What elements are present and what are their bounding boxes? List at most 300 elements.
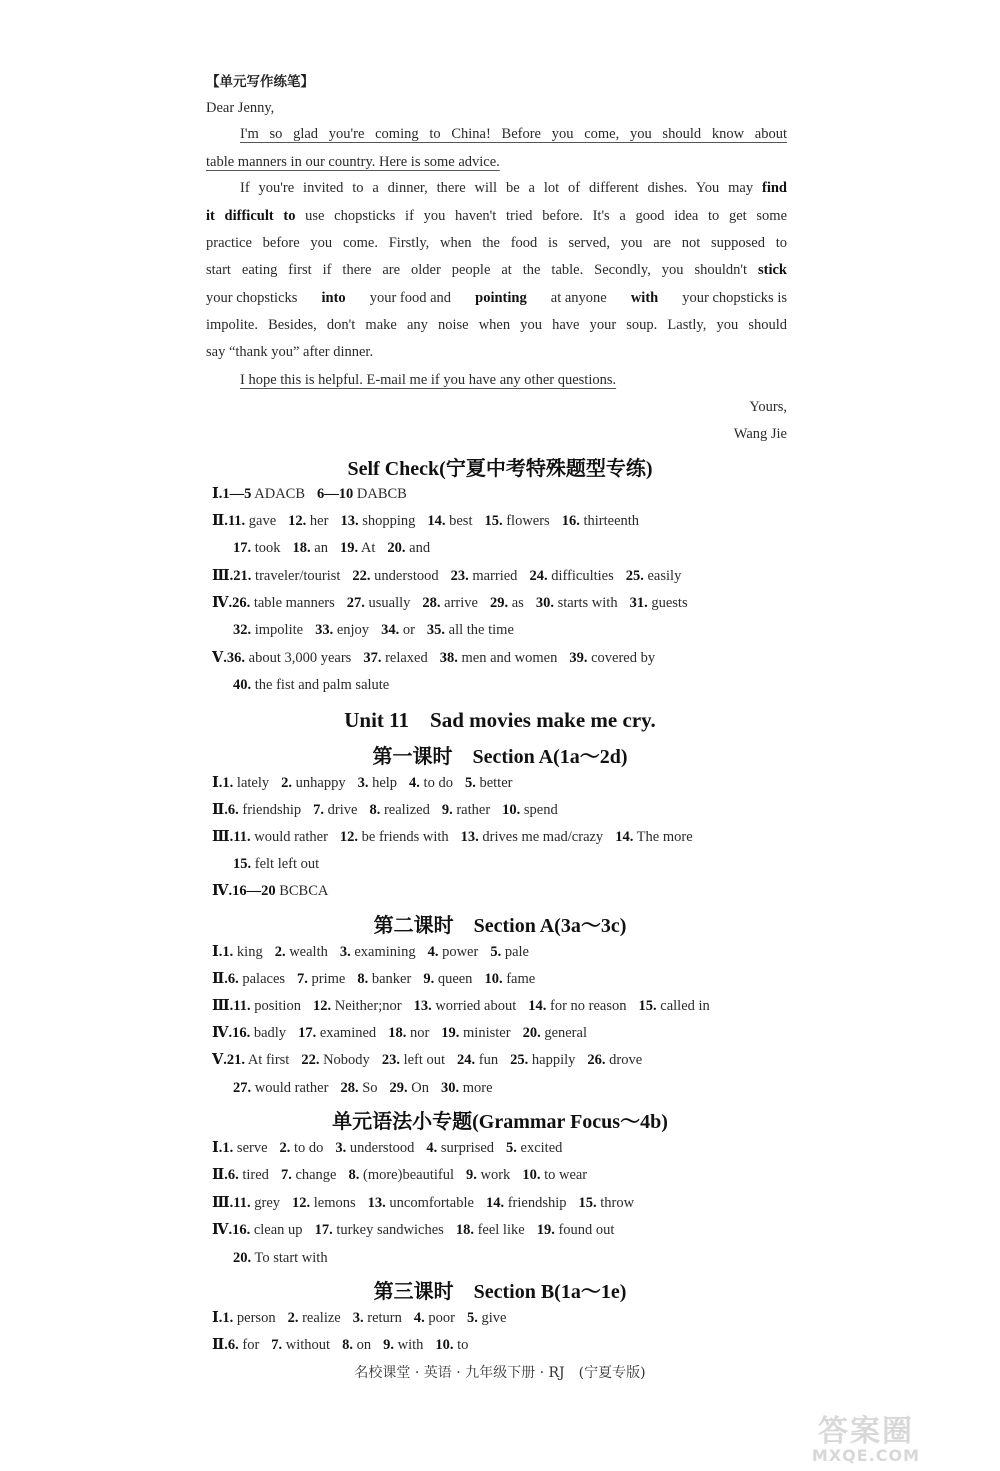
answer-text: arrive	[440, 595, 478, 611]
answer-number: Ⅱ.6.	[212, 1337, 239, 1353]
answer-item	[484, 513, 549, 529]
answer-item	[315, 622, 369, 638]
answer-number: 23.	[450, 568, 469, 584]
answer-text: lemons	[310, 1195, 356, 1211]
text-run: your chopsticks is	[678, 290, 787, 306]
answer-item	[293, 540, 328, 556]
answer-number: Ⅳ.26.	[212, 595, 251, 611]
answer-item	[466, 1167, 510, 1183]
self-check-title: Self Check(宁夏中考特殊题型专练)	[347, 458, 653, 480]
answer-item	[342, 1337, 371, 1353]
answer-text: badly	[250, 1025, 287, 1041]
answer-text: realize	[298, 1310, 341, 1326]
answer-text: easily	[643, 568, 682, 584]
answer-item	[212, 1195, 280, 1211]
answer-number: 10.	[522, 1167, 541, 1183]
answer-item	[442, 802, 490, 818]
answer-item	[297, 971, 345, 987]
answer-number: 7.	[313, 802, 325, 818]
answer-number: 32.	[233, 622, 252, 638]
answer-item	[340, 513, 415, 529]
answer-item	[510, 1052, 575, 1068]
answer-text: clean up	[250, 1222, 303, 1238]
answer-line	[212, 1165, 599, 1185]
answer-item	[529, 568, 613, 584]
answer-text: impolite	[251, 622, 304, 638]
answer-text: pale	[501, 944, 529, 960]
answer-item	[212, 650, 351, 666]
answer-number: 14.	[528, 998, 547, 1014]
answer-text: enjoy	[333, 622, 370, 638]
answer-text: excited	[516, 1140, 563, 1156]
letter-paragraph-2-line-1	[240, 178, 787, 198]
answer-text: would rather	[250, 829, 328, 845]
answer-text: ADACB	[251, 486, 306, 502]
answer-number: 4.	[427, 944, 439, 960]
answer-number: 25.	[625, 568, 644, 584]
answer-text: To start with	[251, 1250, 328, 1266]
answer-number: 7.	[271, 1337, 283, 1353]
answer-item	[233, 540, 281, 556]
answer-text: better	[475, 775, 513, 791]
answer-text: throw	[596, 1195, 635, 1211]
key-phrase: with	[630, 290, 659, 306]
watermark-text: 答案圈	[818, 1414, 914, 1449]
answer-line	[212, 969, 547, 989]
answer-item	[569, 650, 655, 666]
answer-text: usually	[364, 595, 411, 611]
answer-line	[212, 881, 340, 901]
answer-item	[390, 1080, 429, 1096]
answer-number: 5.	[506, 1140, 517, 1156]
answer-text: starts with	[553, 595, 618, 611]
answer-item	[382, 1052, 445, 1068]
letter-paragraph-2-line-6: impolite. Besides, don't make any noise when you have your soup. Lastly, you should	[206, 317, 787, 333]
answer-item	[630, 595, 688, 611]
answer-number: 12.	[339, 829, 359, 845]
answer-number: 27.	[346, 595, 365, 611]
answer-item	[626, 568, 682, 584]
answer-text: realized	[380, 802, 430, 818]
answer-number: 9.	[441, 802, 453, 818]
answer-number: 6—10	[317, 486, 354, 502]
answer-item	[502, 802, 558, 818]
answer-item	[615, 829, 692, 845]
answer-number: 17.	[233, 540, 252, 556]
answer-line	[233, 620, 526, 640]
answer-text: BCBCA	[275, 883, 329, 899]
answer-text: with	[393, 1337, 424, 1353]
answer-item	[233, 677, 389, 693]
answer-item	[340, 540, 375, 556]
answer-number: 28.	[422, 595, 441, 611]
answer-item	[212, 513, 276, 529]
answer-text: drive	[324, 802, 358, 818]
answer-text: table manners	[250, 595, 335, 611]
answer-line	[212, 593, 700, 613]
answer-item	[383, 1337, 423, 1353]
answer-text: gave	[245, 513, 277, 529]
text-run: at anyone	[547, 290, 611, 306]
answer-item	[579, 1195, 635, 1211]
answer-line	[212, 942, 541, 962]
letter-paragraph-2-line-7: say “thank you” after dinner.	[206, 344, 374, 360]
answer-text: an	[310, 540, 328, 556]
answer-item	[233, 1250, 328, 1266]
answer-item	[639, 998, 710, 1014]
answer-text: friendship	[504, 1195, 567, 1211]
answer-number: Ⅰ.1.	[212, 1140, 234, 1156]
answer-number: 34.	[381, 622, 400, 638]
letter-paragraph-3: I hope this is helpful. E-mail me if you have any other questions.	[240, 372, 617, 388]
answer-number: 15.	[638, 998, 657, 1014]
answer-text: feel like	[473, 1222, 525, 1238]
answer-number: 14.	[427, 513, 446, 529]
answer-text: poor	[424, 1310, 455, 1326]
writing-section-tag: 【单元写作练笔】	[206, 74, 314, 90]
answer-item	[288, 513, 328, 529]
answer-line	[212, 996, 722, 1016]
text-run: your chopsticks	[206, 290, 302, 306]
answer-line	[233, 1248, 340, 1268]
answer-item	[427, 622, 514, 638]
answer-text: traveler/tourist	[251, 568, 341, 584]
answer-line	[233, 675, 401, 695]
answer-text: Neither;nor	[331, 998, 402, 1014]
answer-text: change	[291, 1167, 337, 1183]
answer-item	[212, 775, 269, 791]
answer-item	[368, 1195, 474, 1211]
answer-number: 40.	[233, 677, 252, 693]
answer-line	[212, 827, 705, 847]
answer-number: 35.	[426, 622, 446, 638]
answer-text: would rather	[251, 1080, 329, 1096]
answer-text: uncomfortable	[385, 1195, 474, 1211]
answer-item	[486, 1195, 567, 1211]
answer-item	[441, 1080, 493, 1096]
answer-item	[298, 1025, 376, 1041]
answer-item	[313, 802, 357, 818]
answer-text: understood	[370, 568, 439, 584]
answer-text: fun	[475, 1052, 499, 1068]
answer-item	[467, 1310, 506, 1326]
text-run: your food and	[366, 290, 455, 306]
answer-item	[212, 829, 328, 845]
answer-text: At	[358, 540, 376, 556]
answer-item	[280, 1140, 324, 1156]
answer-text: So	[358, 1080, 378, 1096]
answer-number: Ⅳ.16—20	[212, 883, 276, 899]
answer-text: men and women	[457, 650, 558, 666]
answer-text: examined	[316, 1025, 377, 1041]
answer-number: 29.	[489, 595, 509, 611]
answer-text: drove	[605, 1052, 643, 1068]
answer-number: 2.	[281, 775, 293, 791]
answer-number: 22.	[301, 1052, 320, 1068]
answer-item	[212, 1222, 303, 1238]
key-phrase: pointing	[475, 290, 527, 306]
answer-text: took	[251, 540, 281, 556]
answer-line	[212, 484, 419, 504]
answer-number: 4.	[426, 1140, 438, 1156]
answer-text: as	[508, 595, 524, 611]
answer-item	[212, 971, 285, 987]
answer-item	[212, 1140, 268, 1156]
answer-text: prime	[307, 971, 346, 987]
answer-text: or	[399, 622, 415, 638]
answer-line	[212, 1220, 626, 1240]
answer-item	[456, 1222, 525, 1238]
answer-item	[435, 1337, 468, 1353]
answer-item	[212, 1052, 289, 1068]
answer-text: for	[238, 1337, 260, 1353]
answer-number: Ⅱ.11.	[212, 513, 246, 529]
letter-greeting: Dear Jenny,	[206, 100, 275, 116]
answer-text: person	[233, 1310, 276, 1326]
answer-item	[381, 622, 415, 638]
answer-text: king	[233, 944, 263, 960]
answer-text: called in	[656, 998, 710, 1014]
answer-number: 10.	[435, 1337, 454, 1353]
answer-text: the fist and palm salute	[251, 677, 390, 693]
answer-text: happily	[528, 1052, 576, 1068]
lesson-2-title: 第二课时 Section A(3a～3c)	[373, 915, 627, 937]
answer-line	[212, 1050, 654, 1070]
letter-closing: Yours,	[749, 399, 787, 415]
answer-text: grey	[250, 1195, 280, 1211]
answer-text: to	[453, 1337, 469, 1353]
answer-number: Ⅱ.6.	[212, 971, 239, 987]
answer-number: 9.	[383, 1337, 394, 1353]
answer-number: 23.	[381, 1052, 400, 1068]
answer-item	[335, 1140, 414, 1156]
answer-text: At first	[245, 1052, 290, 1068]
answer-number: Ⅱ.6.	[212, 1167, 239, 1183]
answer-number: 19.	[536, 1222, 555, 1238]
answer-item	[422, 595, 478, 611]
answer-number: 5.	[466, 1310, 478, 1326]
page-footer: 名校课堂 · 英语 · 九年级下册 · RJ (宁夏专版)	[354, 1365, 646, 1381]
key-phrase: it difficult to	[206, 208, 296, 224]
answer-text: relaxed	[381, 650, 428, 666]
answer-number: 37.	[363, 650, 382, 666]
answer-text: be friends with	[358, 829, 449, 845]
answer-item	[506, 1140, 562, 1156]
answer-text: wealth	[285, 944, 328, 960]
answer-item	[461, 829, 604, 845]
answer-number: 14.	[615, 829, 634, 845]
answer-number: 20.	[233, 1250, 252, 1266]
answer-number: 30.	[441, 1080, 460, 1096]
answer-number: 20.	[522, 1025, 541, 1041]
answer-number: 16.	[561, 513, 580, 529]
answer-number: 30.	[535, 595, 554, 611]
answer-number: 12.	[312, 998, 332, 1014]
answer-item	[427, 513, 472, 529]
answer-number: 22.	[352, 568, 371, 584]
answer-number: 10.	[502, 802, 521, 818]
answer-item	[233, 856, 319, 872]
answer-number: Ⅴ.36.	[212, 650, 246, 666]
answer-text: general	[540, 1025, 587, 1041]
answer-number: 24.	[457, 1052, 476, 1068]
answer-number: 33.	[315, 622, 334, 638]
answer-item	[212, 1310, 276, 1326]
answer-item	[212, 1167, 269, 1183]
answer-item	[275, 944, 328, 960]
answer-line	[212, 1023, 599, 1043]
answer-text: all the time	[445, 622, 514, 638]
answer-item	[537, 1222, 615, 1238]
answer-number: 7.	[297, 971, 308, 987]
answer-text: serve	[233, 1140, 268, 1156]
answer-number: 29.	[389, 1080, 408, 1096]
answer-number: Ⅰ.1.	[212, 775, 234, 791]
answer-number: Ⅳ.16.	[212, 1025, 251, 1041]
answer-item	[369, 802, 429, 818]
answer-number: 28.	[340, 1080, 359, 1096]
answer-text: guests	[647, 595, 688, 611]
answer-number: 20.	[387, 540, 406, 556]
answer-number: 9.	[466, 1167, 477, 1183]
answer-item	[212, 568, 340, 584]
answer-item	[212, 998, 301, 1014]
answer-item	[315, 1222, 444, 1238]
answer-text: On	[407, 1080, 429, 1096]
answer-item	[212, 595, 335, 611]
answer-text: nor	[406, 1025, 430, 1041]
answer-text: friendship	[238, 802, 302, 818]
answer-item	[301, 1052, 369, 1068]
answer-number: 13.	[367, 1195, 386, 1211]
answer-item	[414, 998, 517, 1014]
answer-number: 18.	[455, 1222, 474, 1238]
answer-text: unhappy	[292, 775, 346, 791]
answer-text: turkey sandwiches	[332, 1222, 444, 1238]
answer-item	[484, 971, 535, 987]
answer-item	[587, 1052, 642, 1068]
key-phrase: find	[762, 180, 787, 196]
lesson-1-title: 第一课时 Section A(1a～2d)	[372, 746, 628, 768]
answer-number: 25.	[510, 1052, 529, 1068]
answer-number: 7.	[280, 1167, 292, 1183]
answer-item	[423, 971, 472, 987]
letter-paragraph-2-line-3: practice before you come. Firstly, when the food is served, you are not supposed to	[206, 235, 787, 251]
answer-item	[212, 802, 301, 818]
answer-number: 8.	[369, 802, 381, 818]
answer-number: 31.	[629, 595, 648, 611]
answer-number: 5.	[464, 775, 476, 791]
answer-line	[233, 538, 442, 558]
answer-text: power	[438, 944, 479, 960]
answer-number: 12.	[288, 513, 307, 529]
answer-item	[353, 1310, 402, 1326]
answer-item	[536, 595, 618, 611]
answer-number: 15.	[233, 856, 252, 872]
answer-text: covered by	[587, 650, 656, 666]
answer-number: Ⅰ.1—5	[212, 486, 252, 502]
answer-item	[212, 486, 305, 502]
answer-text: (more)beautiful	[359, 1167, 454, 1183]
answer-text: return	[363, 1310, 402, 1326]
answer-number: 2.	[287, 1310, 299, 1326]
answer-item	[465, 775, 513, 791]
answer-number: 17.	[314, 1222, 333, 1238]
text-run: If you're invited to a dinner, there will be a lot of different dishes. You may	[240, 180, 762, 196]
answer-item	[281, 775, 345, 791]
answer-number: 24.	[529, 568, 548, 584]
answer-number: 8.	[342, 1337, 353, 1353]
answer-number: 17.	[298, 1025, 317, 1041]
answer-text: rather	[452, 802, 491, 818]
answer-text: for no reason	[546, 998, 627, 1014]
answer-text: work	[476, 1167, 511, 1183]
answer-text: shopping	[358, 513, 416, 529]
answer-item	[233, 1080, 328, 1096]
answer-number: 27.	[233, 1080, 252, 1096]
answer-item	[358, 775, 397, 791]
answer-text: best	[445, 513, 473, 529]
answer-number: 5.	[490, 944, 502, 960]
answer-item	[233, 622, 303, 638]
answer-number: Ⅲ.11.	[212, 829, 251, 845]
answer-number: 19.	[339, 540, 359, 556]
answer-item	[562, 513, 639, 529]
answer-number: 4.	[413, 1310, 425, 1326]
answer-number: 3.	[357, 775, 369, 791]
answer-text: about 3,000 years	[245, 650, 352, 666]
answer-item	[523, 1025, 587, 1041]
answer-item	[457, 1052, 498, 1068]
answer-text: to do	[290, 1140, 324, 1156]
answer-number: 38.	[439, 650, 458, 666]
answer-text: give	[477, 1310, 507, 1326]
answer-item	[281, 1167, 337, 1183]
answer-number: Ⅳ.16.	[212, 1222, 251, 1238]
grammar-focus-title: 单元语法小专题(Grammar Focus～4b)	[332, 1111, 668, 1133]
answer-number: 15.	[578, 1195, 597, 1211]
answer-item	[352, 568, 438, 584]
answer-number: 13.	[460, 829, 479, 845]
answer-number: 3.	[339, 944, 351, 960]
text-run: start eating first if there are older people at the table. Secondly, you shouldn't	[206, 262, 758, 278]
answer-item	[292, 1195, 356, 1211]
answer-text: The more	[633, 829, 693, 845]
answer-line	[212, 1138, 574, 1158]
answer-number: Ⅴ.21.	[212, 1052, 246, 1068]
answer-line	[233, 1078, 505, 1098]
lesson-3-title: 第三课时 Section B(1a～1e)	[373, 1281, 627, 1303]
answer-number: 2.	[274, 944, 286, 960]
answer-line	[212, 511, 651, 531]
answer-item	[212, 1025, 286, 1041]
answer-line	[233, 854, 331, 874]
answer-number: 3.	[335, 1140, 347, 1156]
answer-item	[451, 568, 518, 584]
answer-number: 3.	[352, 1310, 364, 1326]
answer-text: on	[352, 1337, 372, 1353]
answer-item	[340, 1080, 377, 1096]
answer-number: 12.	[292, 1195, 311, 1211]
answer-text: position	[250, 998, 301, 1014]
answer-text: felt left out	[251, 856, 320, 872]
letter-paragraph-1-line-1: I'm so glad you're coming to China! Before you come, you should know about	[240, 126, 787, 142]
answer-number: 2.	[279, 1140, 291, 1156]
unit-title: Unit 11 Sad movies make me cry.	[344, 708, 656, 732]
answer-number: 15.	[484, 513, 503, 529]
answer-number: 19.	[441, 1025, 460, 1041]
answer-text: married	[468, 568, 518, 584]
